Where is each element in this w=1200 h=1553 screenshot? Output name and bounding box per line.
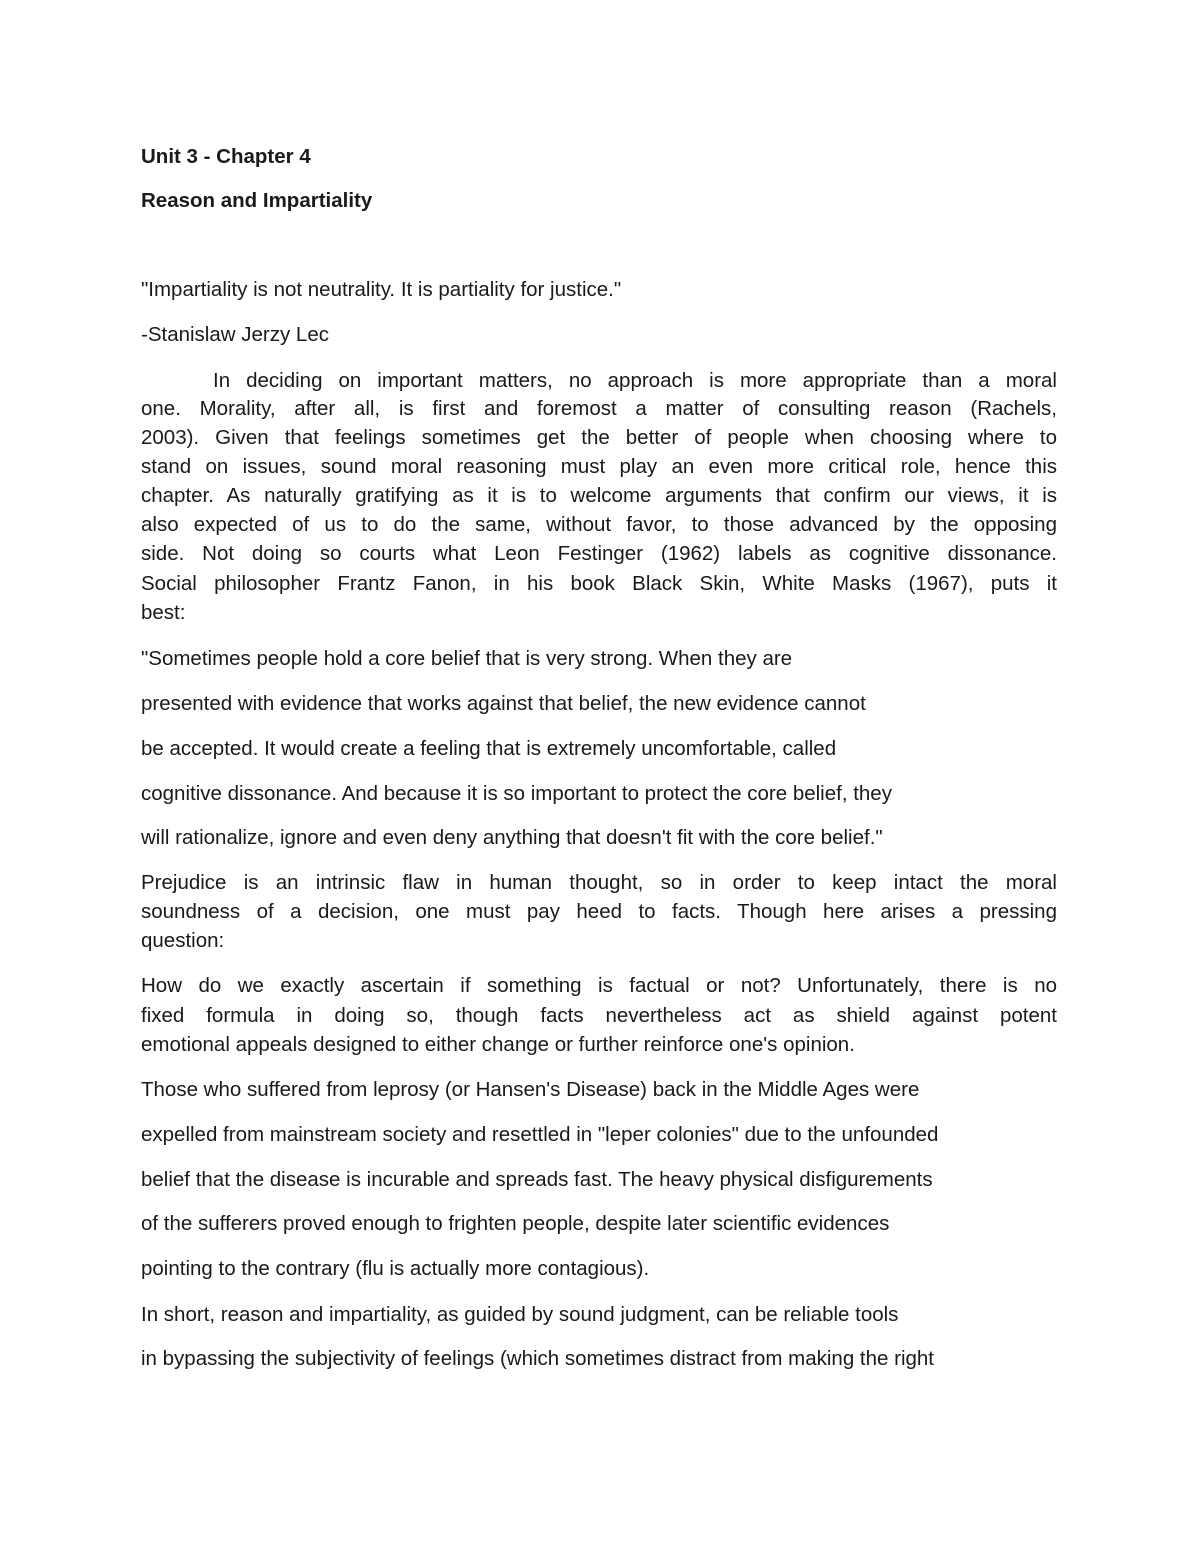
conclusion-paragraph-line: In short, reason and impartiality, as guided by sound judgment, can be reliable tools [141,1303,899,1326]
block-quote-line: will rationalize, ignore and even deny anything that doesn't fit with the core belief." [141,826,883,849]
conclusion-paragraph-line: in bypassing the subjectivity of feelings (which sometimes distract from making the right [141,1347,935,1370]
block-quote-line: cognitive dissonance. And because it is so important to protect the core belief, they [141,782,892,805]
intro-paragraph-line: Social philosopher Frantz Fanon, in his book Black Skin, White Masks (1967), puts it [141,572,1057,595]
leprosy-paragraph-line: Those who suffered from leprosy (or Hansen's Disease) back in the Middle Ages were [141,1078,920,1101]
intro-paragraph-line: In deciding on important matters, no approach is more appropriate than a moral [213,369,1057,392]
block-quote-line: "Sometimes people hold a core belief that is very strong. When they are [141,647,793,670]
facts-paragraph-line: fixed formula in doing so, though facts nevertheless act as shield against potent [141,1004,1057,1027]
chapter-heading: Unit 3 - Chapter 4 [141,145,311,168]
intro-paragraph-line: chapter. As naturally gratifying as it is to welcome arguments that confirm our views, it is [141,484,1057,507]
leprosy-paragraph-line: of the sufferers proved enough to frighten people, despite later scientific evidences [141,1212,890,1235]
facts-paragraph-line: How do we exactly ascertain if something is factual or not? Unfortunately, there is no [141,974,1057,997]
intro-paragraph-line: also expected of us to do the same, without favor, to those advanced by the opposing [141,513,1057,536]
prejudice-paragraph-line: soundness of a decision, one must pay heed to facts. Though here arises a pressing [141,900,1057,923]
prejudice-paragraph-line: Prejudice is an intrinsic flaw in human thought, so in order to keep intact the moral [141,871,1057,894]
block-quote-line: be accepted. It would create a feeling that is extremely uncomfortable, called [141,737,837,760]
epigraph-author: -Stanislaw Jerzy Lec [141,323,329,346]
leprosy-paragraph-line: pointing to the contrary (flu is actually more contagious). [141,1257,650,1280]
prejudice-paragraph-line: question: [141,929,225,952]
intro-paragraph-line: side. Not doing so courts what Leon Festinger (1962) labels as cognitive dissonance. [141,542,1057,565]
intro-paragraph-line: 2003). Given that feelings sometimes get the better of people when choosing where to [141,426,1057,449]
leprosy-paragraph-line: expelled from mainstream society and resettled in "leper colonies" due to the unfounded [141,1123,939,1146]
intro-paragraph-line: best: [141,601,186,624]
leprosy-paragraph-line: belief that the disease is incurable and spreads fast. The heavy physical disfigurements [141,1168,933,1191]
facts-paragraph-line: emotional appeals designed to either change or further reinforce one's opinion. [141,1033,855,1056]
intro-paragraph-line: one. Morality, after all, is first and foremost a matter of consulting reason (Rachels, [141,397,1057,420]
intro-paragraph-line: stand on issues, sound moral reasoning must play an even more critical role, hence this [141,455,1057,478]
epigraph-quote: "Impartiality is not neutrality. It is partiality for justice." [141,278,622,301]
section-title: Reason and Impartiality [141,189,373,212]
block-quote-line: presented with evidence that works against that belief, the new evidence cannot [141,692,866,715]
